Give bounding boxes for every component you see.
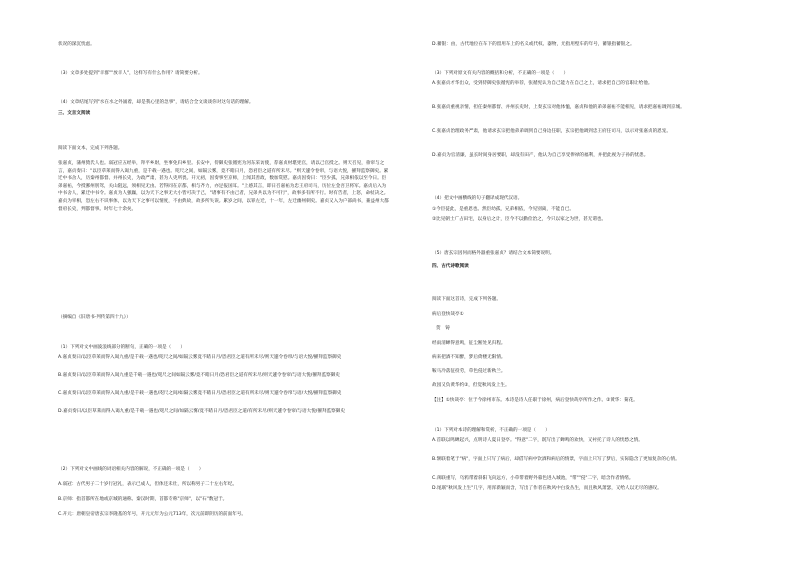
mcq-1-option-b: B.嘉贞奏曰/以臣草莱而得入谒九重是千载一遇也/咫尺之间如隔云雾/竟不睹日月/恐君臣之道有所未尽/则天遽令卷帘/与语大悦/擢拜监察御史 xyxy=(58,373,340,378)
question-4: （4）文章结尾写到"水在水之外涌着，却是我心里的急事"，请结合全文谈谈你对这句话的理解。 xyxy=(58,100,254,105)
poem-line-1: 经雨清蝉得意鸣，征尘断处见归程。 xyxy=(432,341,506,346)
reading-intro: 阅读下面文本，完成下列各题。 xyxy=(58,146,123,151)
poem-author: 贺 铸 xyxy=(436,326,450,331)
mcq-1-option-c: C.嘉贞奏曰/以臣草莱而得入谒九重/是千载一遇也/咫尺之间/如隔云雾竟不睹日月/恐君臣之道有所未尽/则天遽令卷帘与语/大悦/擢拜监察御史 xyxy=(58,391,342,396)
mcq-2-option-a: A.弱冠：古代男子二十岁行冠礼，表示已成人，但体还未壮，所以称男子二十左右年纪。 xyxy=(58,482,238,487)
poem-mcq-option-b: B.颔联着笔于"病"，字面上只写了病后，却借写病中饮酒和病后的情景，字面上只写了梦后，实际隐含了更加复杂的心情。 xyxy=(432,457,680,462)
short-answer-question: （5）唐玄宗因何而格外器重张嘉贞？请结合文本简要说明。 xyxy=(432,251,555,256)
passage-line: 状况的深沉忧虑。 xyxy=(58,42,95,47)
poem-mcq-option-a: A.首联以鸣蝉起兴，点明诗人夏日登亭。"得意"二字，既写出了蝉鸣的欢快，又衬托了诗人的忧愁之情。 xyxy=(432,438,643,443)
translation-item-2: ②比见朝士广占田宅，以身后之计，臣今不以勤俭治之，今只以家之为世，甚无谓也。 xyxy=(432,217,607,222)
classical-passage-p1: 张嘉贞，蒲州猗氏人也。弱冠应五经举，拜平乡尉，坐事免归乡里。长安中，侍御史张循宪为河东采访使，荐嘉贞材堪宪官，请以己官授之。则天召见，垂帘与之言，嘉贞奏曰："以臣草莱而得入谒九重，是千载一遇也。咫尺之间，如隔云雾，竟不睹日月，恐君臣之道有所未尽。"则天遽令卷帘，与语大悦，擢拜监察御史。累迁中书舍人，历秦州都督、并州长史，为政严肃，甚为人吏所畏。开元初，因奏事至京师，上闻其善政，数加赏慰。嘉贞因奏曰："臣少孤，兄弟相依以至今日。臣弟嘉祐，今授鄯州别驾，关山阻远，须相见无由。若得同在京都，相与齐力，亦足报国耳。"上感其言，即日召嘉祐为忠王府司马，历位左金吾卫将军。嘉贞后入为中书舍人，累迁中书令。嘉贞为人强躁，以为天下之事无大小皆可决于己，"诸事有不由己者，兄弟共以为不可行"，故事多有所不行。时有告者，上怒，命杖决之。嘉贞为宰相，恐左右不识事体，以为天下之事可以情度，不由典故，故多所失误。累岁之间，以罪左迁，十一年，左迁幽州刺史。嘉贞又入为户部尚书，兼益州大都督府长史，判都督事。时年七十余矣。 xyxy=(58,161,389,212)
source-note: （摘编自《旧唐书·列传第四十九》） xyxy=(58,315,131,320)
mcq-2-option-b: B.京师：指首都所在地或京城的通称。秦汉时期，首都专称"京师"，以"石"数冠于。 xyxy=(58,497,228,502)
mcq-3-option-c: C.张嘉贞治理政务严肃，他请求玄宗把他弟弟调到自己身边任职，玄宗把他调到忠王府任司马，以示对张嘉贞的恩宠。 xyxy=(432,129,671,134)
mcq-1-stem: （1）下列对文中画波浪线部分的断句，正确的一项是（ ） xyxy=(58,345,185,350)
poem-title: 病后登快哉亭① xyxy=(432,312,464,317)
mcq-3-option-b: B.张嘉贞重视亲情，担任秦州都督、并州长史时，上奏玄宗对他体恤，嘉贞和他的弟弟嘉祐不能相见，请求把嘉祐调到京城。 xyxy=(432,105,685,110)
poem-mcq-option-d: D.尾联"秋风发上生"几字，用浑新颖而含，写出了作者在秋风中白发丛生，而且秋风萧瑟，又给人以无尽的感叹。 xyxy=(432,486,662,491)
mcq-1-option-d: D.嘉贞奏曰/以臣草莱而得入谒九重/是千载一遇也/咫尺之间/如隔云雾/竟不睹日月/恐君臣之道/有所未尽/则天遽令卷帘/与语大悦/擢拜监察御史 xyxy=(58,409,345,414)
mcq-3-option-a: A.张嘉贞才华出众，受到侍御史张循宪的举荐，张循宪认为自己能力在自己之上，请求把自己的官职让给他。 xyxy=(432,81,653,86)
poem-line-2: 病来把酒不知醉，梦后倚楼无限情。 xyxy=(432,355,506,360)
poem-note: 【注】①快哉亭：位于今徐州市东。本诗是诗人任职于徐州，病后登快哉亭所作之作。②黄华：菊花。 xyxy=(432,398,638,403)
mcq-2-stem: （2）下列对文中画线的词语相关内容的解说，不正确的一项是（ ） xyxy=(58,467,204,472)
mcq-2-option-c: C.开元：唐朝皇帝唐玄宗李隆基的年号，开元元年为公元713年，次元前即阴历的前面年号。 xyxy=(58,512,247,517)
poem-line-3: 鞍马冷落征役劳，草色侵过新秋兰。 xyxy=(432,369,506,374)
mcq-3-option-d: D.嘉贞为官清廉，虽长时间身居要职，却没有田产，他认为自己享受俸禄的福利，并把此视为子孙的忧患。 xyxy=(432,153,649,158)
mcq-2-option-d: D.蓄银：由，古代地位在车下的留用车上的名义或代权、器物，尤指用壁车的年号，蓄银指蓄银之。 xyxy=(432,42,635,47)
poem-intro: 阅读下面这首诗，完成下列各题。 xyxy=(432,297,501,302)
question-3: （3）文章多处提到"羊群""放羊人"，这样写有什么作用？请简要分析。 xyxy=(58,71,203,76)
mcq-1-option-a: A.嘉贞奏曰/以臣草莱而得入谒九重/是千载一遇也/咫尺之间/如隔云雾竟不睹日月/恐君臣之道有所未尽/则天遽令卷帘/与语大悦/擢拜监察御史 xyxy=(58,355,342,360)
poem-mcq-option-c: C.颈联重写，乌鸦带着斜阳飞向远方，小草带着野外暮色进入城池，"带""侵"二字，暗含作者情绪。 xyxy=(432,476,634,481)
poem-line-4: 故园又负黄华约②，但觉秋风发上生。 xyxy=(432,383,510,388)
translation-question: （4）把文中画横线的句子翻译成现代汉语。 xyxy=(432,196,523,201)
section-heading-3: 三、文言文阅读 xyxy=(58,111,91,116)
section-heading-4: 四、古代诗歌阅读 xyxy=(432,264,469,269)
poem-mcq-stem: （1）下列对本诗的理解和赏析，不正确的一项是（ ） xyxy=(432,428,550,433)
translation-item-1: ①今臣徒此，是重恩也。然臣幼孤，兄弟相依，今见别离，不能自已。 xyxy=(432,207,574,212)
mcq-3-stem: （3）下列对原文有关内容的概括和分析，不正确的一项是（ ） xyxy=(432,71,569,76)
